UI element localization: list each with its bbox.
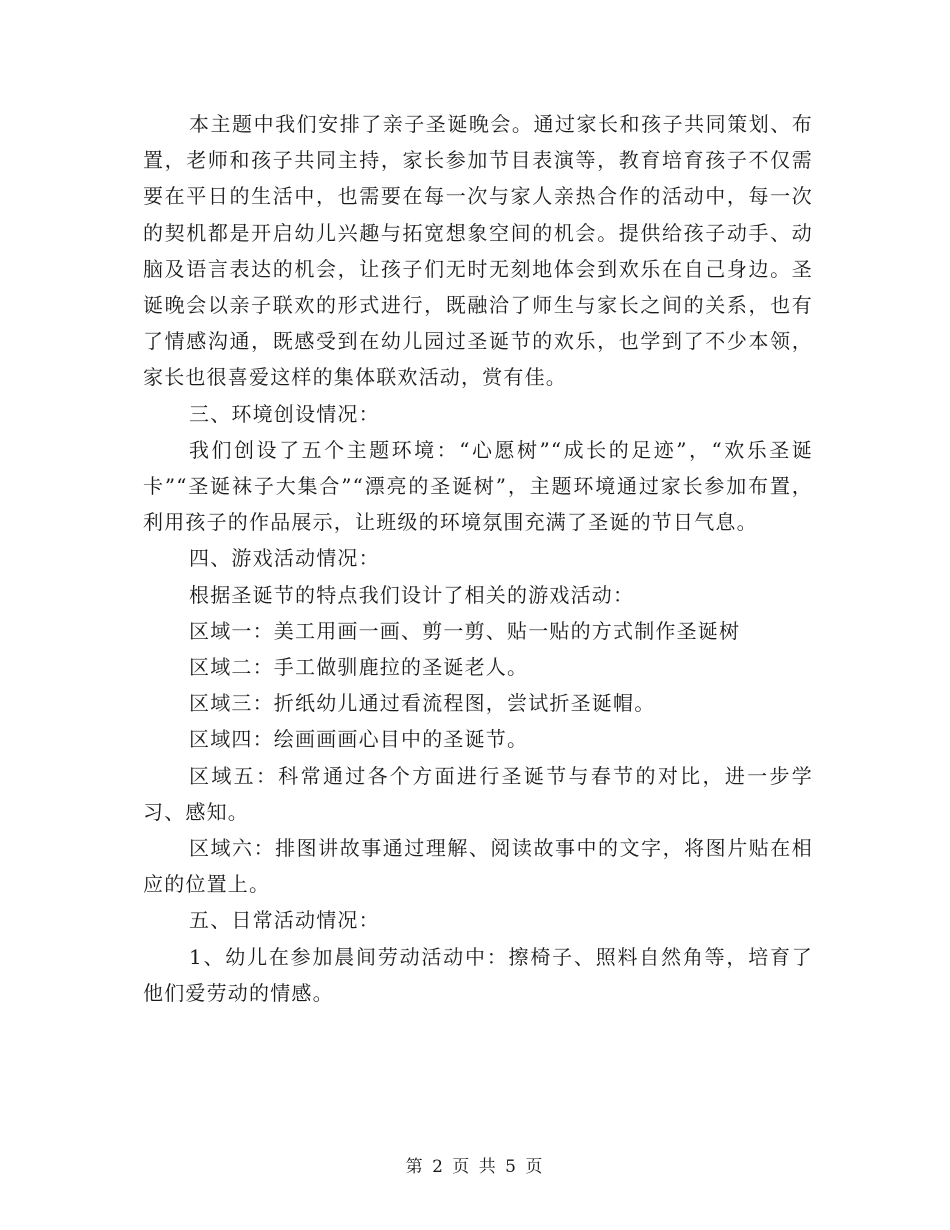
paragraph-game-intro: 根据圣诞节的特点我们设计了相关的游戏活动：	[189, 582, 635, 607]
paragraph-daily-activity-1: 1、幼儿在参加晨间劳动活动中：擦椅子、照料自然角等，培育了他们爱劳动的情感。	[143, 944, 813, 1005]
page-number-footer: 第 2 页 共 5 页	[405, 1157, 545, 1177]
heading-environment: 三、环境创设情况：	[189, 401, 380, 426]
list-item-area-1: 区域一：美工用画一画、剪一剪、贴一贴的方式制作圣诞树	[189, 618, 741, 643]
list-item-area-6: 区域六：排图讲故事通过理解、阅读故事中的文字，将图片贴在相应的位置上。	[143, 836, 813, 897]
list-item-area-2: 区域二：手工做驯鹿拉的圣诞老人。	[189, 655, 529, 680]
paragraph-environment: 我们创设了五个主题环境：“心愿树”“成长的足迹”，“欢乐圣诞卡”“圣诞袜子大集合”“漂亮的圣诞树”，主题环境通过家长参加布置，利用孩子的作品展示，让班级的环境氛围充满了圣诞的节日气息。	[143, 437, 813, 535]
heading-daily-activities: 五、日常活动情况：	[189, 908, 380, 933]
list-item-area-3: 区域三：折纸幼儿通过看流程图，尝试折圣诞帽。	[189, 691, 656, 716]
heading-game-activities: 四、游戏活动情况：	[189, 546, 380, 571]
list-item-area-5: 区域五：科常通过各个方面进行圣诞节与春节的对比，进一步学习、感知。	[143, 763, 813, 824]
paragraph-christmas-party: 本主题中我们安排了亲子圣诞晚会。通过家长和孩子共同策划、布置，老师和孩子共同主持，家长参加节目表演等，教育培育孩子不仅需要在平日的生活中，也需要在每一次与家人亲热合作的活动中，每一次的契机都是开启幼儿兴趣与拓宽想象空间的机会。提供给孩子动手、动脑及语言表达的机会，让孩子们无时无刻地体会到欢乐在自己身边。圣诞晚会以亲子联欢的形式进行，既融洽了师生与家长之间的关系，也有了情感沟通，既感受到在幼儿园过圣诞节的欢乐，也学到了不少本领，家长也很喜爱这样的集体联欢活动，赏有佳。	[143, 112, 813, 390]
list-item-area-4: 区域四：绘画画画心目中的圣诞节。	[189, 727, 529, 752]
document-body	[143, 106, 813, 1011]
